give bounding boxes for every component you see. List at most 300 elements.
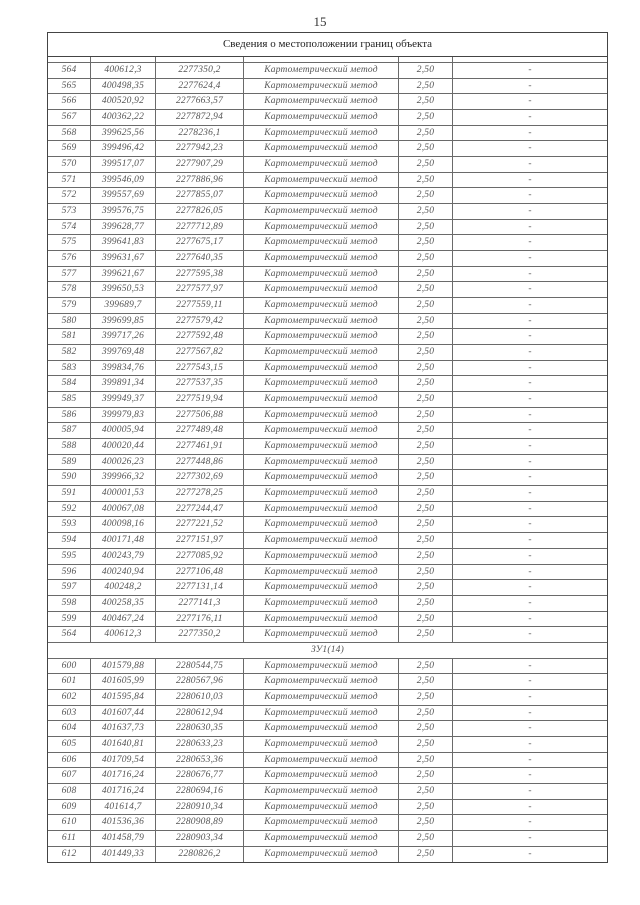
method-cell: Картометрический метод: [244, 721, 399, 736]
table-row: [48, 753, 607, 769]
point-number-cell: 573: [48, 204, 91, 219]
point-number-cell: 591: [48, 486, 91, 501]
point-number-cell: 581: [48, 329, 91, 344]
note-cell: -: [528, 691, 532, 702]
point-number-cell: 589: [48, 455, 91, 470]
point-number-cell: 587: [48, 423, 91, 438]
coordinate-x-cell: 401607,44: [91, 706, 156, 721]
accuracy-cell: 2,50: [399, 721, 453, 736]
point-number-cell: 567: [48, 110, 91, 125]
coordinate-y-cell: 2277461,91: [156, 439, 244, 454]
accuracy-cell: 2,50: [399, 220, 453, 235]
coordinate-y-cell: 2280612,94: [156, 706, 244, 721]
table-row: [48, 63, 607, 79]
table-row: [48, 831, 607, 847]
table-row: [48, 376, 607, 392]
note-cell: -: [528, 660, 532, 671]
table-row: [48, 674, 607, 690]
table-row: [48, 298, 607, 314]
method-cell: Картометрический метод: [244, 173, 399, 188]
table-row: [48, 251, 607, 267]
coordinate-x-cell: 401716,24: [91, 768, 156, 783]
accuracy-cell: 2,50: [399, 596, 453, 611]
point-number-cell: 594: [48, 533, 91, 548]
method-cell: Картометрический метод: [244, 831, 399, 846]
note-cell: -: [528, 535, 532, 546]
coordinate-y-cell: 2277640,35: [156, 251, 244, 266]
coordinate-x-cell: 401709,54: [91, 753, 156, 768]
note-cell: -: [528, 268, 532, 279]
note-cell: -: [528, 143, 532, 154]
section-row: [48, 643, 607, 659]
coordinate-y-cell: 2277712,89: [156, 220, 244, 235]
coordinate-y-cell: 2277624,4: [156, 79, 244, 94]
accuracy-cell: 2,50: [399, 329, 453, 344]
accuracy-cell: 2,50: [399, 392, 453, 407]
method-cell: Картометрический метод: [244, 94, 399, 109]
boundary-coordinates-table: [47, 32, 608, 863]
method-cell: Картометрический метод: [244, 220, 399, 235]
accuracy-cell: 2,50: [399, 79, 453, 94]
method-cell: Картометрический метод: [244, 110, 399, 125]
coordinate-y-cell: 2277085,92: [156, 549, 244, 564]
accuracy-cell: 2,50: [399, 815, 453, 830]
accuracy-cell: 2,50: [399, 659, 453, 674]
method-cell: Картометрический метод: [244, 517, 399, 532]
note-cell: -: [528, 347, 532, 358]
point-number-cell: 593: [48, 517, 91, 532]
point-number-cell: 592: [48, 502, 91, 517]
method-cell: Картометрический метод: [244, 79, 399, 94]
note-cell: -: [528, 503, 532, 514]
coordinate-y-cell: 2277537,35: [156, 376, 244, 391]
coordinate-x-cell: 401458,79: [91, 831, 156, 846]
note-cell: -: [528, 80, 532, 91]
point-number-cell: 599: [48, 612, 91, 627]
point-number-cell: 574: [48, 220, 91, 235]
coordinate-x-cell: 401640,81: [91, 737, 156, 752]
coordinate-y-cell: 2280653,36: [156, 753, 244, 768]
note-cell: -: [528, 127, 532, 138]
table-row: [48, 361, 607, 377]
accuracy-cell: 2,50: [399, 517, 453, 532]
coordinate-y-cell: 2280610,03: [156, 690, 244, 705]
coordinate-y-cell: 2277350,2: [156, 63, 244, 78]
note-cell: -: [528, 331, 532, 342]
note-cell: -: [528, 817, 532, 828]
table-row: [48, 612, 607, 628]
coordinate-y-cell: 2280826,2: [156, 847, 244, 863]
spacer-cell: [244, 57, 399, 62]
method-cell: Картометрический метод: [244, 800, 399, 815]
accuracy-cell: 2,50: [399, 376, 453, 391]
coordinate-x-cell: 400026,23: [91, 455, 156, 470]
note-cell: -: [528, 707, 532, 718]
table-row: [48, 549, 607, 565]
table-row: [48, 815, 607, 831]
accuracy-cell: 2,50: [399, 141, 453, 156]
method-cell: Картометрический метод: [244, 63, 399, 78]
note-cell: -: [528, 409, 532, 420]
point-number-cell: 604: [48, 721, 91, 736]
coordinate-y-cell: 2277106,48: [156, 565, 244, 580]
table-row: [48, 314, 607, 330]
note-cell: -: [528, 629, 532, 640]
note-cell: -: [528, 848, 532, 859]
table-row: [48, 486, 607, 502]
note-cell: -: [528, 754, 532, 765]
accuracy-cell: 2,50: [399, 314, 453, 329]
coordinate-y-cell: 2277176,11: [156, 612, 244, 627]
coordinate-x-cell: 399628,77: [91, 220, 156, 235]
point-number-cell: 564: [48, 63, 91, 78]
coordinate-x-cell: 400248,2: [91, 580, 156, 595]
point-number-cell: 602: [48, 690, 91, 705]
accuracy-cell: 2,50: [399, 94, 453, 109]
point-number-cell: 605: [48, 737, 91, 752]
table-row: [48, 110, 607, 126]
coordinate-y-cell: 2277131,14: [156, 580, 244, 595]
coordinate-y-cell: 2277595,38: [156, 267, 244, 282]
accuracy-cell: 2,50: [399, 847, 453, 863]
point-number-cell: 607: [48, 768, 91, 783]
note-cell: -: [528, 832, 532, 843]
table-row: [48, 627, 607, 643]
note-cell: -: [528, 472, 532, 483]
accuracy-cell: 2,50: [399, 800, 453, 815]
note-cell: -: [528, 785, 532, 796]
coordinate-x-cell: 401595,84: [91, 690, 156, 705]
note-cell: -: [528, 488, 532, 499]
table-row: [48, 596, 607, 612]
note-cell: -: [528, 174, 532, 185]
table-row: [48, 220, 607, 236]
point-number-cell: 597: [48, 580, 91, 595]
accuracy-cell: 2,50: [399, 423, 453, 438]
table-row: [48, 768, 607, 784]
coordinate-y-cell: 2280567,96: [156, 674, 244, 689]
accuracy-cell: 2,50: [399, 565, 453, 580]
table-row: [48, 470, 607, 486]
table-row: [48, 784, 607, 800]
point-number-cell: 596: [48, 565, 91, 580]
point-number-cell: 579: [48, 298, 91, 313]
method-cell: Картометрический метод: [244, 580, 399, 595]
accuracy-cell: 2,50: [399, 486, 453, 501]
coordinate-x-cell: 399891,34: [91, 376, 156, 391]
accuracy-cell: 2,50: [399, 706, 453, 721]
spacer-cell: [91, 57, 156, 62]
coordinate-x-cell: 400243,79: [91, 549, 156, 564]
table-row: [48, 157, 607, 173]
accuracy-cell: 2,50: [399, 549, 453, 564]
coordinate-y-cell: 2277141,3: [156, 596, 244, 611]
point-number-cell: 572: [48, 188, 91, 203]
method-cell: Картометрический метод: [244, 627, 399, 642]
accuracy-cell: 2,50: [399, 737, 453, 752]
method-cell: Картометрический метод: [244, 784, 399, 799]
coordinate-y-cell: 2277567,82: [156, 345, 244, 360]
point-number-cell: 585: [48, 392, 91, 407]
page-number: 15: [313, 14, 327, 29]
accuracy-cell: 2,50: [399, 235, 453, 250]
coordinate-y-cell: 2277886,96: [156, 173, 244, 188]
method-cell: Картометрический метод: [244, 298, 399, 313]
point-number-cell: 576: [48, 251, 91, 266]
point-number-cell: 570: [48, 157, 91, 172]
method-cell: Картометрический метод: [244, 565, 399, 580]
coordinate-x-cell: 399650,53: [91, 282, 156, 297]
coordinate-x-cell: 401536,36: [91, 815, 156, 830]
table-row: [48, 517, 607, 533]
accuracy-cell: 2,50: [399, 533, 453, 548]
coordinate-x-cell: 400001,53: [91, 486, 156, 501]
accuracy-cell: 2,50: [399, 408, 453, 423]
coordinate-y-cell: 2277278,25: [156, 486, 244, 501]
note-cell: -: [528, 394, 532, 405]
coordinate-x-cell: 400171,48: [91, 533, 156, 548]
note-cell: -: [528, 582, 532, 593]
method-cell: Картометрический метод: [244, 674, 399, 689]
accuracy-cell: 2,50: [399, 470, 453, 485]
note-cell: -: [528, 613, 532, 624]
coordinate-y-cell: 2280630,35: [156, 721, 244, 736]
coordinate-y-cell: 2277448,86: [156, 455, 244, 470]
accuracy-cell: 2,50: [399, 439, 453, 454]
accuracy-cell: 2,50: [399, 612, 453, 627]
point-number-cell: 608: [48, 784, 91, 799]
table-row: [48, 126, 607, 142]
point-number-cell: 569: [48, 141, 91, 156]
accuracy-cell: 2,50: [399, 674, 453, 689]
coordinate-x-cell: 399576,75: [91, 204, 156, 219]
coordinate-y-cell: 2277151,97: [156, 533, 244, 548]
method-cell: Картометрический метод: [244, 847, 399, 863]
point-number-cell: 584: [48, 376, 91, 391]
accuracy-cell: 2,50: [399, 110, 453, 125]
note-cell: -: [528, 441, 532, 452]
method-cell: Картометрический метод: [244, 549, 399, 564]
table-row: [48, 282, 607, 298]
method-cell: Картометрический метод: [244, 376, 399, 391]
accuracy-cell: 2,50: [399, 282, 453, 297]
accuracy-cell: 2,50: [399, 157, 453, 172]
accuracy-cell: 2,50: [399, 126, 453, 141]
coordinate-y-cell: 2280910,34: [156, 800, 244, 815]
coordinate-y-cell: 2277872,94: [156, 110, 244, 125]
spacer-cell: [399, 57, 453, 62]
table-row: [48, 79, 607, 95]
note-cell: -: [528, 676, 532, 687]
coordinate-x-cell: 399517,07: [91, 157, 156, 172]
note-cell: -: [528, 362, 532, 373]
method-cell: Картометрический метод: [244, 282, 399, 297]
coordinate-x-cell: 399546,09: [91, 173, 156, 188]
accuracy-cell: 2,50: [399, 580, 453, 595]
table-body: [48, 63, 607, 862]
method-cell: Картометрический метод: [244, 345, 399, 360]
accuracy-cell: 2,50: [399, 361, 453, 376]
method-cell: Картометрический метод: [244, 486, 399, 501]
coordinate-x-cell: 399966,32: [91, 470, 156, 485]
coordinate-y-cell: 2280903,34: [156, 831, 244, 846]
method-cell: Картометрический метод: [244, 470, 399, 485]
coordinate-y-cell: 2277221,52: [156, 517, 244, 532]
table-row: [48, 329, 607, 345]
accuracy-cell: 2,50: [399, 63, 453, 78]
coordinate-x-cell: 400067,08: [91, 502, 156, 517]
table-row: [48, 721, 607, 737]
point-number-cell: 612: [48, 847, 91, 863]
note-cell: -: [528, 159, 532, 170]
accuracy-cell: 2,50: [399, 768, 453, 783]
coordinate-x-cell: 399496,42: [91, 141, 156, 156]
coordinate-y-cell: 2280544,75: [156, 659, 244, 674]
point-number-cell: 609: [48, 800, 91, 815]
spacer-cell: [156, 57, 244, 62]
point-number-cell: 564: [48, 627, 91, 642]
coordinate-y-cell: 2280676,77: [156, 768, 244, 783]
coordinate-x-cell: 399699,85: [91, 314, 156, 329]
method-cell: Картометрический метод: [244, 267, 399, 282]
table-row: [48, 533, 607, 549]
note-cell: -: [528, 315, 532, 326]
coordinate-x-cell: 399834,76: [91, 361, 156, 376]
method-cell: Картометрический метод: [244, 314, 399, 329]
method-cell: Картометрический метод: [244, 408, 399, 423]
method-cell: Картометрический метод: [244, 423, 399, 438]
table-row: [48, 188, 607, 204]
coordinate-y-cell: 2277543,15: [156, 361, 244, 376]
coordinate-x-cell: 399769,48: [91, 345, 156, 360]
coordinate-x-cell: 401716,24: [91, 784, 156, 799]
method-cell: Картометрический метод: [244, 768, 399, 783]
point-number-cell: 601: [48, 674, 91, 689]
coordinate-x-cell: 400240,94: [91, 565, 156, 580]
coordinate-y-cell: 2277244,47: [156, 502, 244, 517]
note-cell: -: [528, 206, 532, 217]
note-cell: -: [528, 112, 532, 123]
table-row: [48, 455, 607, 471]
accuracy-cell: 2,50: [399, 784, 453, 799]
point-number-cell: 565: [48, 79, 91, 94]
method-cell: Картометрический метод: [244, 126, 399, 141]
coordinate-x-cell: 400498,35: [91, 79, 156, 94]
table-row: [48, 706, 607, 722]
coordinate-x-cell: 400098,16: [91, 517, 156, 532]
note-cell: -: [528, 738, 532, 749]
method-cell: Картометрический метод: [244, 690, 399, 705]
coordinate-x-cell: 399641,83: [91, 235, 156, 250]
table-row: [48, 502, 607, 518]
method-cell: Картометрический метод: [244, 141, 399, 156]
coordinate-x-cell: 401449,33: [91, 847, 156, 863]
note-cell: -: [528, 425, 532, 436]
coordinate-x-cell: 400005,94: [91, 423, 156, 438]
point-number-cell: 598: [48, 596, 91, 611]
method-cell: Картометрический метод: [244, 612, 399, 627]
point-number-cell: 578: [48, 282, 91, 297]
note-cell: -: [528, 65, 532, 75]
accuracy-cell: 2,50: [399, 251, 453, 266]
method-cell: Картометрический метод: [244, 157, 399, 172]
point-number-cell: 600: [48, 659, 91, 674]
accuracy-cell: 2,50: [399, 690, 453, 705]
table-row: [48, 235, 607, 251]
table-row: [48, 690, 607, 706]
accuracy-cell: 2,50: [399, 298, 453, 313]
note-cell: -: [528, 237, 532, 248]
note-cell: -: [528, 566, 532, 577]
method-cell: Картометрический метод: [244, 706, 399, 721]
coordinate-x-cell: 401614,7: [91, 800, 156, 815]
point-number-cell: 571: [48, 173, 91, 188]
coordinate-y-cell: 2277675,17: [156, 235, 244, 250]
coordinate-y-cell: 2277942,23: [156, 141, 244, 156]
coordinate-x-cell: 399979,83: [91, 408, 156, 423]
spacer-cell: [453, 57, 607, 62]
accuracy-cell: 2,50: [399, 204, 453, 219]
table-row: [48, 659, 607, 675]
accuracy-cell: 2,50: [399, 502, 453, 517]
table-row: [48, 345, 607, 361]
coordinate-x-cell: 400258,35: [91, 596, 156, 611]
table-row: [48, 580, 607, 596]
coordinate-x-cell: 400612,3: [91, 627, 156, 642]
coordinate-y-cell: 2277663,57: [156, 94, 244, 109]
point-number-cell: 566: [48, 94, 91, 109]
point-number-cell: 603: [48, 706, 91, 721]
method-cell: Картометрический метод: [244, 753, 399, 768]
coordinate-y-cell: 2277559,11: [156, 298, 244, 313]
coordinate-y-cell: 2277506,88: [156, 408, 244, 423]
point-number-cell: 577: [48, 267, 91, 282]
point-number-cell: 586: [48, 408, 91, 423]
coordinate-y-cell: 2277519,94: [156, 392, 244, 407]
coordinate-x-cell: 401637,73: [91, 721, 156, 736]
note-cell: -: [528, 221, 532, 232]
method-cell: Картометрический метод: [244, 235, 399, 250]
note-cell: -: [528, 519, 532, 530]
accuracy-cell: 2,50: [399, 627, 453, 642]
section-label: ЗУ1(14): [311, 644, 344, 655]
accuracy-cell: 2,50: [399, 267, 453, 282]
note-cell: -: [528, 284, 532, 295]
coordinate-x-cell: 399631,67: [91, 251, 156, 266]
accuracy-cell: 2,50: [399, 188, 453, 203]
table-row: [48, 800, 607, 816]
accuracy-cell: 2,50: [399, 345, 453, 360]
coordinate-y-cell: 2277855,07: [156, 188, 244, 203]
note-cell: -: [528, 456, 532, 467]
point-number-cell: 568: [48, 126, 91, 141]
method-cell: Картометрический метод: [244, 361, 399, 376]
coordinate-x-cell: 400020,44: [91, 439, 156, 454]
coordinate-y-cell: 2280633,23: [156, 737, 244, 752]
table-title: Сведения о местоположении границ объекта: [48, 33, 607, 57]
coordinate-x-cell: 399689,7: [91, 298, 156, 313]
table-row: [48, 847, 607, 863]
coordinate-y-cell: 2277907,29: [156, 157, 244, 172]
note-cell: -: [528, 770, 532, 781]
coordinate-x-cell: 400362,22: [91, 110, 156, 125]
point-number-cell: 610: [48, 815, 91, 830]
note-cell: -: [528, 550, 532, 561]
accuracy-cell: 2,50: [399, 831, 453, 846]
point-number-cell: 590: [48, 470, 91, 485]
method-cell: Картометрический метод: [244, 737, 399, 752]
method-cell: Картометрический метод: [244, 329, 399, 344]
